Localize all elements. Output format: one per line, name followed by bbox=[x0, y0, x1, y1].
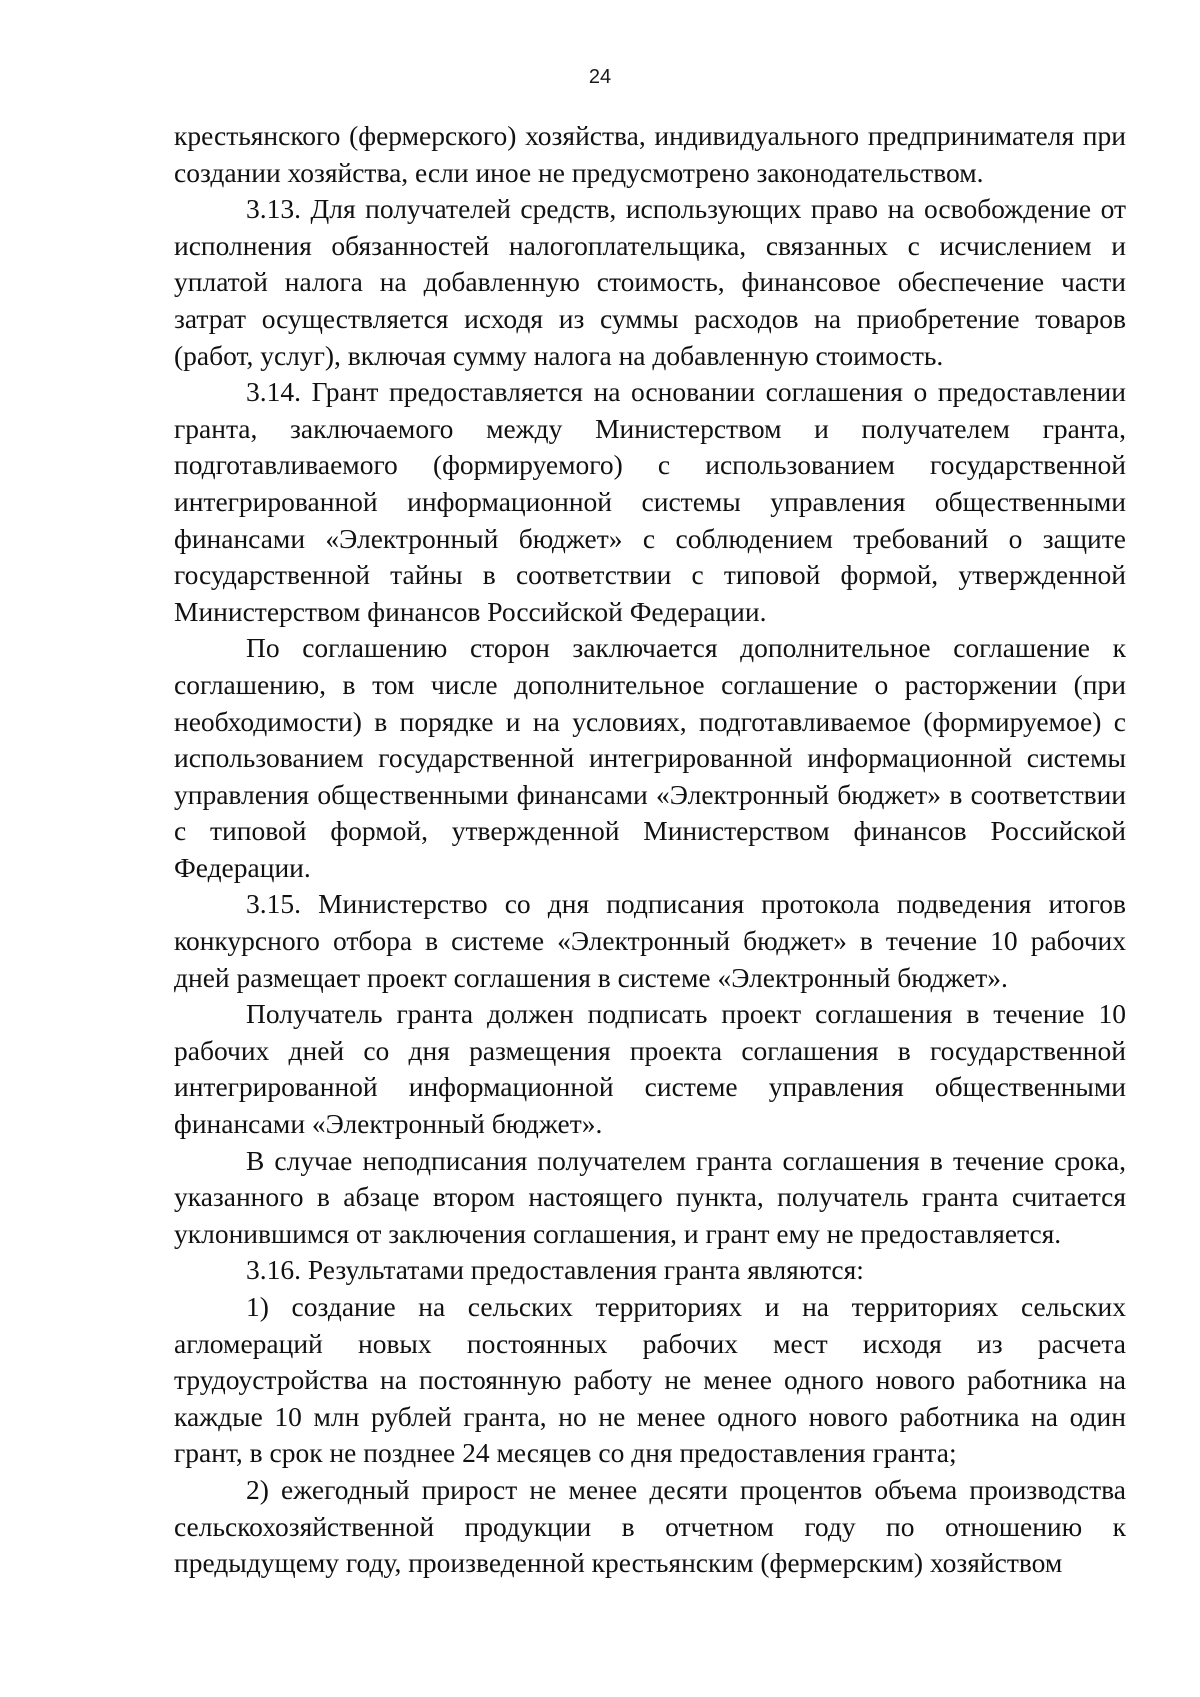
list-item-1: 1) создание на сельских территориях и на территориях сельских агломераций новых постоянных рабочих мест исходя из расчета трудоустройства на постоянную работу не менее одного нового работника на каждые 10 млн рублей гранта, но не менее одного нового работника на один грант, в срок не позднее 24 месяцев со дня предоставления гранта; bbox=[174, 1291, 1126, 1469]
list-item-2: 2) ежегодный прирост не менее десяти процентов объема производства сельскохозяйственной продукции в отчетном году по отношению к предыдущему году, произведенной крестьянским (фермерским) хозяйством bbox=[174, 1473, 1126, 1579]
paragraph-non-signing: В случае неподписания получателем гранта соглашения в течение срока, указанного в абзаце втором настоящего пункта, получатель гранта считается уклонившимся от заключения соглашения, и грант ему не предоставляется. bbox=[174, 1144, 1126, 1249]
paragraph-additional-agreement: По соглашению сторон заключается дополнительное соглашение к соглашению, в том числе дополнительное соглашение о расторжении (при необходимости) в порядке и на условиях, подготавливаемое (формируемое) с использованием государственной интегрированной информационной системы управления общественными финансами «Электронный бюджет» в соответствии с типовой формой, утвержденной Министерством финансов Российской Федерации. bbox=[174, 632, 1126, 883]
paragraph-signing-deadline: Получатель гранта должен подписать проект соглашения в течение 10 рабочих дней со дня размещения проекта соглашения в государственной интегрированной информационной системе управления общественными финансами «Электронный бюджет». bbox=[174, 998, 1126, 1140]
paragraph-3-13: 3.13. Для получателей средств, использующих право на освобождение от исполнения обязанностей налогоплательщика, связанных с исчислением и уплатой налога на добавленную стоимость, финансовое обеспечение части затрат осуществляется исходя из суммы расходов на приобретение товаров (работ, услуг), включая сумму налога на добавленную стоимость. bbox=[174, 193, 1126, 371]
paragraph-3-15: 3.15. Министерство со дня подписания протокола подведения итогов конкурсного отбора в системе «Электронный бюджет» в течение 10 рабочих дней размещает проект соглашения в системе «Электронный бюджет». bbox=[174, 888, 1126, 993]
paragraph-continuation: крестьянского (фермерского) хозяйства, индивидуального предпринимателя при создании хозяйства, если иное не предусмотрено законодательством. bbox=[174, 120, 1126, 188]
paragraph-3-16: 3.16. Результатами предоставления гранта являются: bbox=[246, 1254, 864, 1286]
paragraph-3-14: 3.14. Грант предоставляется на основании соглашения о предоставлении гранта, заключаемого между Министерством и получателем гранта, подготавливаемого (формируемого) с использованием государственной интегрированной информационной системы управления общественными финансами «Электронный бюджет» с соблюдением требований о защите государственной тайны в соответствии с типовой формой, утвержденной Министерством финансов Российской Федерации. bbox=[174, 376, 1126, 627]
page-number: 24 bbox=[588, 66, 612, 88]
document-body bbox=[174, 118, 1126, 1582]
